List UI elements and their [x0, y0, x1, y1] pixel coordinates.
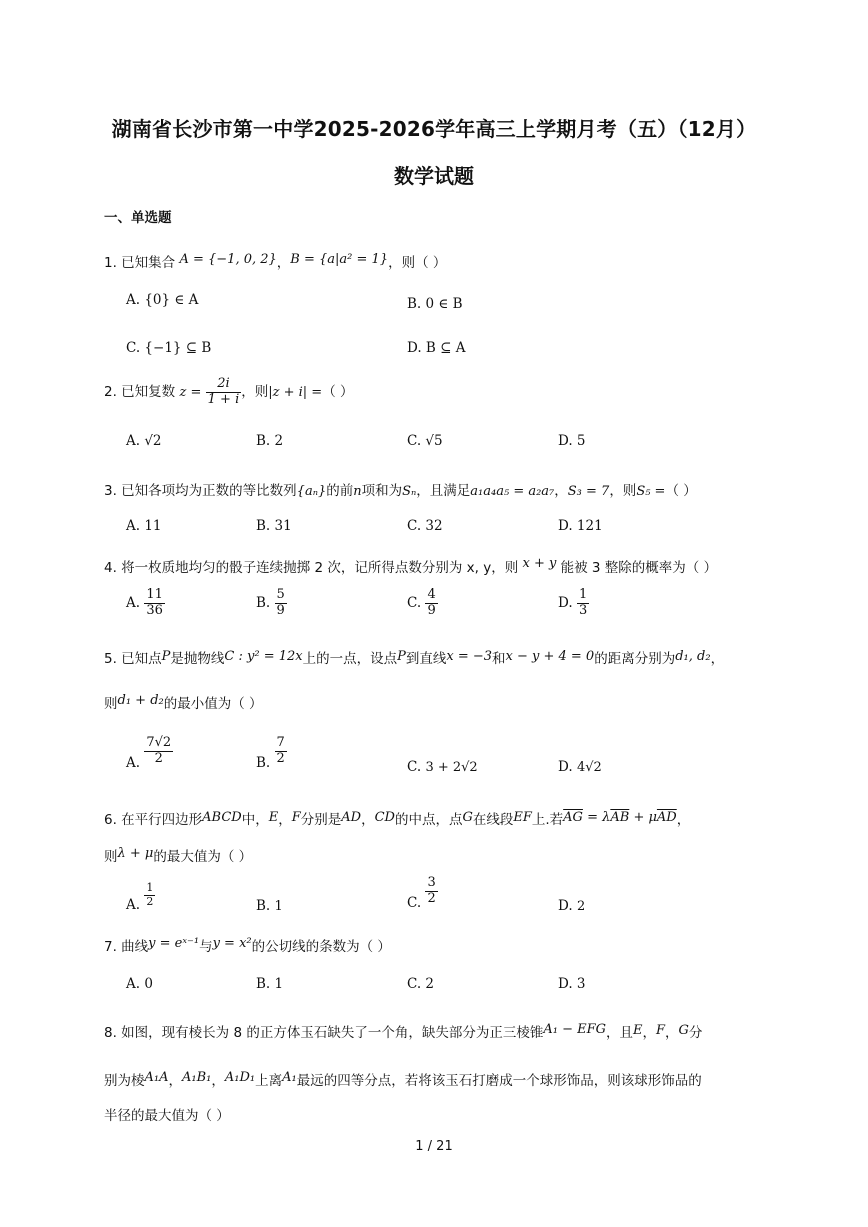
q3-option-b[interactable]: B. 31 [256, 518, 292, 534]
q3-option-c[interactable]: C. 32 [407, 518, 443, 534]
question-1-stem: 1. 已知集合 A = {−1, 0, 2}，B = {a|a² = 1}，则（ ） [104, 252, 447, 271]
q4-option-a[interactable]: A. $\frac{11}{36}$ [126, 587, 163, 618]
question-7-stem: 7. 曲线y = eˣ⁻¹与y = x²的公切线的条数为（ ） [104, 936, 391, 955]
q2-option-a[interactable]: A. √2 [126, 433, 162, 449]
q3-option-d[interactable]: D. 121 [558, 518, 603, 534]
q2-option-b[interactable]: B. 2 [256, 433, 284, 449]
section-heading: 一、单选题 [104, 210, 172, 226]
q5-option-b[interactable]: B. $\frac{7}{2}$ [256, 735, 285, 771]
q1-option-d[interactable]: D. B ⊆ A [407, 340, 466, 356]
q7-option-b[interactable]: B. 1 [256, 976, 284, 992]
question-3-stem: 3. 已知各项均为正数的等比数列{aₙ}的前n项和为Sₙ，且满足a₁a₄a₅ = a₂a₇，S₃ = 7，则S₅ =（ ） [104, 483, 697, 499]
question-8-stem-line3: 半径的最大值为（ ） [104, 1108, 230, 1124]
q2-option-d[interactable]: D. 5 [558, 433, 586, 449]
q7-option-a[interactable]: A. 0 [126, 976, 153, 992]
q5-option-d[interactable]: D. 4√2 [558, 759, 602, 775]
q3-option-a[interactable]: A. 11 [126, 518, 162, 534]
q4-option-c[interactable]: C. $\frac{4}{9}$ [407, 587, 436, 618]
question-6-stem-line2: 则λ + μ的最大值为（ ） [104, 846, 253, 865]
question-5-stem: 5. 已知点P是抛物线C : y² = 12x上的一点，设点P到直线x = −3和x − y + 4 = 0的距离分别为d₁, d₂， [104, 649, 725, 667]
q6-option-b[interactable]: B. 1 [256, 898, 283, 914]
q2-option-c[interactable]: C. √5 [407, 433, 443, 449]
q6-option-d[interactable]: D. 2 [558, 898, 586, 914]
question-5-stem-line2: 则d₁ + d₂的最小值为（ ） [104, 693, 263, 712]
exam-title: 湖南省长沙市第一中学2025-2026学年高三上学期月考（五）（12月） [111, 117, 757, 141]
question-8-stem-line2: 别为棱A₁A，A₁B₁，A₁D₁上离A₁最远的四等分点，若将该玉石打磨成一个球形饰品，则该球形饰品的 [104, 1070, 702, 1089]
exam-subtitle: 数学试题 [394, 164, 474, 188]
q7-option-d[interactable]: D. 3 [558, 976, 586, 992]
q6-option-a[interactable]: A. $\frac{1}{2}$ [126, 881, 154, 913]
page-number: 1 / 21 [415, 1139, 453, 1154]
q1-option-c[interactable]: C. {−1} ⊆ B [126, 340, 212, 356]
q1-option-b[interactable]: B. 0 ∈ B [407, 296, 463, 312]
q1-option-a[interactable]: A. {0} ∈ A [126, 292, 199, 308]
question-2-stem: 2. 已知复数 z = $\frac{2i}{1 + i}$ ，则|z + i| =（ ） [104, 376, 354, 407]
question-4-stem: 4. 将一枚质地均匀的骰子连续抛掷 2 次，记所得点数分别为 x, y，则 x + y 能被 3 整除的概率为（ ） [104, 556, 718, 576]
question-6-stem: 6. 在平行四边形ABCD中，E，F分别是AD，CD的中点，点G在线段EF上.若$\overline{AG} = \lambda\overline{AB} + \mu\overline{AD}$， [104, 810, 691, 828]
q6-option-c[interactable]: C. $\frac{3}{2}$ [407, 875, 436, 911]
q2-fraction: $\frac{2i}{1 + i}$ [207, 376, 240, 407]
q5-option-a[interactable]: A. $\frac{7√2}{2}$ [126, 735, 172, 771]
q4-option-b[interactable]: B. $\frac{5}{9}$ [256, 587, 285, 618]
q4-option-d[interactable]: D. $\frac{1}{3}$ [558, 587, 588, 618]
set-a-math: A = {−1, 0, 2} [179, 252, 277, 267]
vector-equation: $\overline{AG} = \lambda\overline{AB} + \mu\overline{AD}$ [563, 810, 677, 825]
question-8-stem: 8. 如图，现有棱长为 8 的正方体玉石缺失了一个角，缺失部分为正三棱锥A₁ − EFG，且E，F，G分 [104, 1022, 703, 1041]
set-b-math: B = {a|a² = 1} [290, 252, 389, 267]
q7-option-c[interactable]: C. 2 [407, 976, 435, 992]
q5-option-c[interactable]: C. 3 + 2√2 [407, 759, 478, 775]
